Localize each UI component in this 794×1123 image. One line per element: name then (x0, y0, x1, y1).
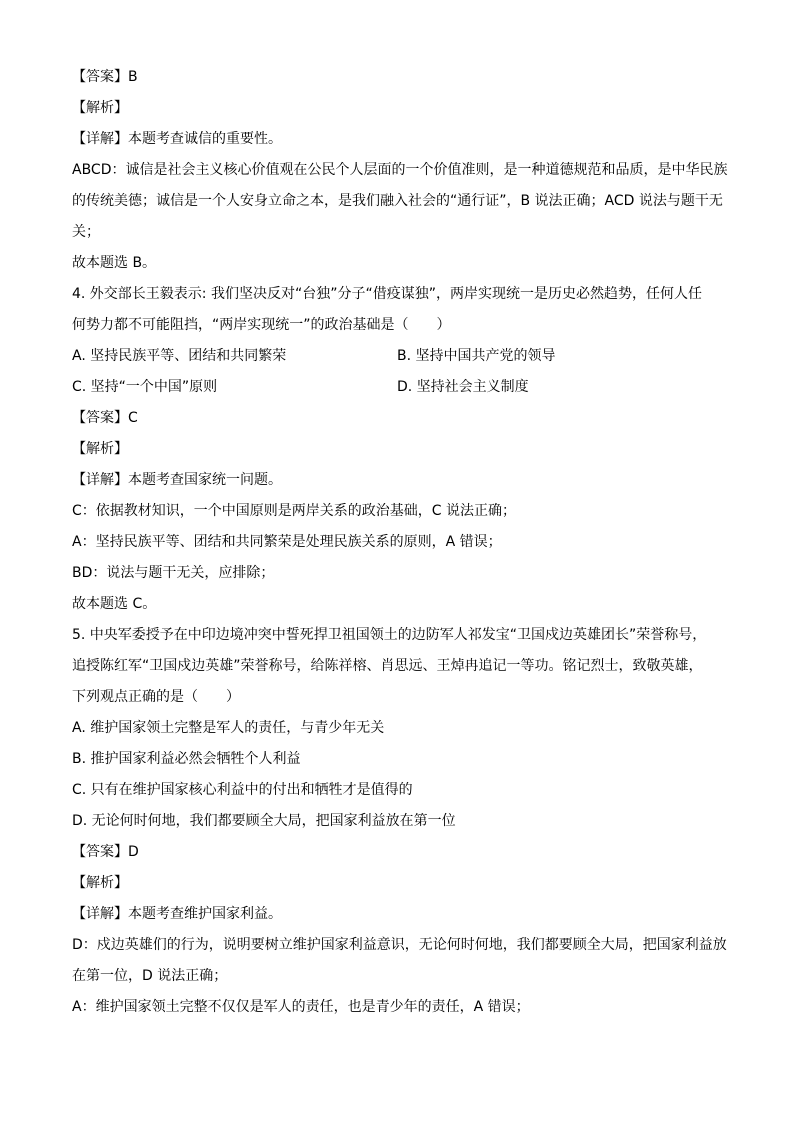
detail-label-q3: 【详解】本题考查诚信的重要性。 (72, 131, 282, 147)
analysis-label-q5: 【解析】 (72, 875, 128, 891)
question-5-stem: 下列观点正确的是（ ） (72, 689, 240, 705)
answer-label-q3: 【答案】B (72, 69, 138, 85)
explanation-line: D：戍边英雄们的行为，说明要树立维护国家利益意识，无论何时何地，我们都要顾全大局，把国家利益放 (72, 937, 727, 953)
option-a: A. 坚持民族平等、团结和共同繁荣 (72, 348, 287, 364)
analysis-label-q4: 【解析】 (72, 441, 128, 457)
explanation-line: A：坚持民族平等、团结和共同繁荣是处理民族关系的原则，A 错误； (72, 534, 502, 550)
explanation-line: A：维护国家领土完整不仅仅是军人的责任，也是青少年的责任，A 错误； (72, 999, 530, 1015)
option-b: B. 推护国家利益必然会牺牲个人利益 (72, 751, 301, 767)
explanation-line: 在第一位，D 说法正确； (72, 968, 228, 984)
option-c: C. 坚持“一个中国”原则 (72, 379, 218, 395)
explanation-line: BD：说法与题干无关，应排除； (72, 565, 275, 581)
option-a: A. 维护国家领土完整是军人的责任，与青少年无关 (72, 720, 385, 736)
option-d: D. 无论何时何地，我们都要顾全大局，把国家利益放在第一位 (72, 813, 456, 829)
question-4-stem: 4. 外交部长王毅表示: 我们坚决反对“台独”分子“借疫谋独”，两岸实现统一是历史必然趋势，任何人任 (72, 286, 702, 302)
question-4-stem: 何势力都不可能阻挡，“两岸实现统一”的政治基础是（ ） (72, 317, 451, 333)
option-d: D. 坚持社会主义制度 (397, 379, 529, 395)
question-4-options-row (72, 372, 732, 403)
analysis-label-q3: 【解析】 (72, 100, 128, 116)
question-4-options-row (72, 341, 732, 372)
question-5-stem: 5. 中央军委授予在中印边境冲突中誓死捍卫祖国领土的边防军人祁发宝“卫国戍边英雄团长”荣誉称号， (72, 627, 707, 643)
option-c: C. 只有在维护国家核心利益中的付出和牺牲才是值得的 (72, 782, 413, 798)
explanation-line: C：依据教材知识，一个中国原则是两岸关系的政治基础，C 说法正确； (72, 503, 516, 519)
explanation-line: 的传统美德；诚信是一个人安身立命之本，是我们融入社会的“通行证”，B 说法正确；ACD 说法与题干无 (72, 193, 723, 209)
answer-label-q4: 【答案】C (72, 410, 138, 426)
detail-label-q4: 【详解】本题考查国家统一问题。 (72, 472, 282, 488)
answer-label-q5: 【答案】D (72, 844, 139, 860)
question-5-stem: 追授陈红军“卫国戍边英雄”荣誉称号，给陈祥榕、肖思远、王焯冉追记一等功。铭记烈士，致敬英雄， (72, 658, 703, 674)
option-b: B. 坚持中国共产党的领导 (397, 348, 556, 364)
document-page (72, 62, 732, 1023)
detail-label-q5: 【详解】本题考查维护国家利益。 (72, 906, 282, 922)
conclusion-q3: 故本题选 B。 (72, 255, 157, 271)
conclusion-q4: 故本题选 C。 (72, 596, 157, 612)
explanation-line: ABCD：诚信是社会主义核心价值观在公民个人层面的一个价值准则，是一种道德规范和品质，是中华民族 (72, 162, 728, 178)
explanation-line: 关； (72, 224, 100, 240)
